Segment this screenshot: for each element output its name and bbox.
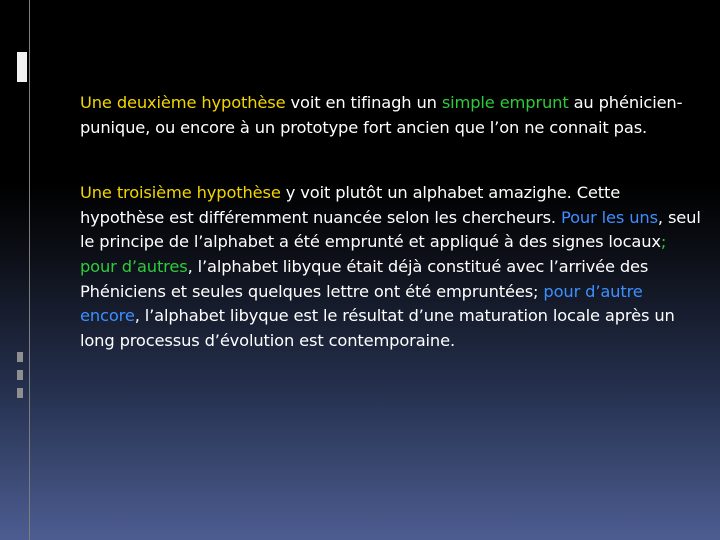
- left-divider-line: [29, 0, 30, 540]
- text-run: voit en tifinagh un: [285, 93, 442, 112]
- text-run: , l’alphabet libyque est le résultat d’une maturation locale après un long processus d’évolution est contemporaine.: [80, 306, 675, 350]
- highlight-pour-d-autres: ; pour d’autres: [80, 232, 667, 276]
- highlight-second-hypothesis: Une deuxième hypothèse: [80, 93, 286, 112]
- slide-body: [80, 91, 705, 353]
- decorative-mark: [17, 388, 23, 398]
- paragraph-third-hypothesis: [80, 181, 705, 353]
- text-run: au phénicien-punique, ou encore à un prototype fort ancien que l’on ne connait pas.: [80, 93, 683, 137]
- highlight-pour-les-uns: Pour les uns: [561, 207, 658, 227]
- text-run: y voit plutôt un alphabet amazighe. Cette hypothèse est différemment nuancée selon les chercheurs.: [80, 183, 621, 227]
- highlight-simple-emprunt: simple emprunt: [441, 93, 569, 112]
- decorative-block: [17, 52, 27, 82]
- text-run: , l’alphabet libyque était déjà constitué avec l’arrivée des Phéniciens et seules quelques lettre ont été empruntées;: [80, 256, 649, 301]
- decorative-mark: [17, 370, 23, 380]
- text-run: , seul le principe de l’alphabet a été emprunté et appliqué à des signes locaux: [80, 207, 701, 252]
- highlight-pour-d-autre-encore: pour d’autre encore: [80, 281, 643, 326]
- paragraph-second-hypothesis: [80, 91, 705, 140]
- decorative-mark: [17, 352, 23, 362]
- highlight-third-hypothesis: Une troisième hypothèse: [80, 183, 281, 203]
